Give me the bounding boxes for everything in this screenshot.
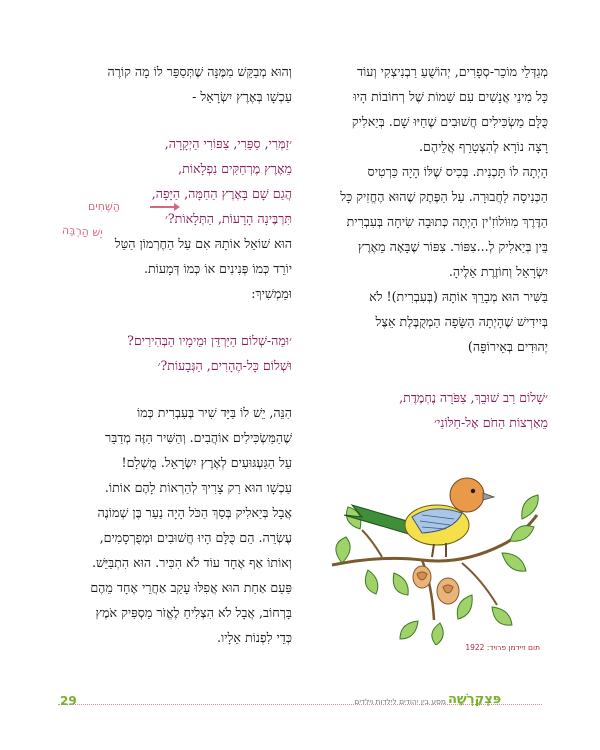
spacer bbox=[62, 306, 292, 328]
footer-title: פִּצְקָרְשָׁה bbox=[448, 692, 502, 707]
text-line: יְהוּדִים בְּאֵירוֹפָּה) bbox=[467, 339, 548, 354]
text-line: כֻּלָּם מַשְׂכִּילִים חֲשׁוּבִים שֶׁחַיּוּ שָׁם. בְּיַאלִיק bbox=[351, 114, 548, 129]
text-line: הַכְּנִיסָה לַחֲבוּרָה. עַל הַפֶּתֶק שֶׁהוּא הֶחֱזִיק כָּל bbox=[340, 189, 548, 204]
poem-line: הֲגַם שָׁם בָּאֶרֶץ הַחַמָּה, הַיָּפָה, bbox=[151, 186, 292, 201]
illustration-caption: תום זיידמן פרויד: 1922 bbox=[465, 643, 540, 652]
text-line: וּמַמְשִׁיךְ: bbox=[251, 286, 292, 301]
text-line: עַכְשָׁו בְּאֶרֶץ יִשְׂרָאֵל - bbox=[192, 89, 292, 104]
text-line: עֶשְׂרֵה. הֵם כֻּלָּם הָיוּ חֲשׁוּבִים וּמְפֻרְסָמִים, bbox=[99, 530, 292, 545]
poem-line: תִּרְבֶּינָה הָרָעוֹת, הַתְּלָאוֹת?׳ bbox=[165, 211, 292, 226]
poem-line: וּשְׁלוֹם כָּל-הֶהָרִים, הַגְּבָעוֹת?׳ bbox=[157, 358, 292, 373]
spacer bbox=[62, 378, 292, 400]
text-line: אֲבָל בְּיַאלִיק בְּסַךְ הַכֹּל הָיָה נַעַר בֶּן שְׁמוֹנֶה bbox=[97, 505, 292, 520]
text-line: פַּעַם אַחַת הוּא אֲפִלּוּ עָקַב אַחֲרֵי אֶחָד מֵהֶם bbox=[90, 580, 292, 595]
arrow-icon bbox=[150, 206, 176, 208]
poem-line: מֵאַרְצוֹת הַחֹם אֶל-חַלּוֹנִי׳ bbox=[434, 415, 548, 430]
bird-icon bbox=[344, 478, 494, 557]
text-line: וְאוֹתוֹ אַף אֶחָד עוֹד לֹא הִכִּיר. הוּא הִתְבַּיֵּשׁ. bbox=[91, 555, 292, 570]
poem-line: ׳שָׁלוֹם רַב שׁוּבֵךְ, צִפֹּרָה נֶחְמֶדֶת, bbox=[399, 390, 548, 405]
text-line: בֵּין בְּיַאלִיק לְ...צִפּוֹר. צִפּוֹר שֶׁבָּאָה מֵאֶרֶץ bbox=[357, 239, 548, 254]
page-number: 29 bbox=[60, 694, 77, 708]
text-line: הוּא שׁוֹאֵל אוֹתָהּ אִם עַל הַחֶרְמוֹן הַטַּל bbox=[114, 236, 292, 251]
text-line: עַל הַגַּעְגּוּעִים לְאֶרֶץ יִשְׂרָאֵל. מֻשְׁלָם! bbox=[121, 455, 292, 470]
poem-line: מֵאֶרֶץ מֶרְחַקִּים נִפְלָאוֹת, bbox=[178, 161, 292, 176]
spacer bbox=[62, 109, 292, 131]
bird-illustration bbox=[322, 445, 542, 645]
footer-subtitle: מסע בין יהודים לילדות וילדים bbox=[354, 697, 446, 706]
spacer bbox=[318, 359, 548, 385]
text-line: שֶׁהַמַּשְׂכִּילִים אוֹהֲבִים. וְהַשִּׁיר הַזֶּה מְדַבֵּר bbox=[105, 430, 292, 445]
text-line: בַּשִּׁיר הוּא מְבָרֵךְ אוֹתָהּ (בְּעִבְרִית)! לֹא bbox=[369, 289, 548, 304]
text-line: כָּל מִינֵי אֲנָשִׁים עִם שֵׁמוֹת שֶׁל רְחוֹבוֹת הָיוּ bbox=[353, 89, 548, 104]
text-line: הִנֵּה, יֵשׁ לוֹ בַּיָּד שִׁיר בְּעִבְרִית כְּמוֹ bbox=[136, 405, 292, 420]
left-column bbox=[62, 59, 292, 650]
text-line: רָצָה נוֹרָא לְהִצְטָרֵף אֲלֵיהֶם. bbox=[418, 139, 548, 154]
text-line: עַכְשָׁו הוּא רַק צָרִיךְ לְהַרְאוֹת לָהֶם אוֹתוֹ. bbox=[104, 480, 292, 495]
text-line: הַדֶּרֶךְ מִוּוֹלוֹזִ'ין הָיְתָה כְּתוּבָה שִׂיחָה בְּעִבְרִית bbox=[346, 214, 548, 229]
poem-line: ׳וּמַה-שְׁלוֹם הַיַּרְדֵּן וּמֵימָיו הַבְּהִירִים? bbox=[127, 333, 292, 348]
text-line: בְּיִידִישׁ שֶׁהָיְתָה הַשָּׂפָה הַמְקֻבֶּלֶת אֵצֶל bbox=[375, 314, 548, 329]
handwritten-note: הַשֶּׁחִים bbox=[88, 200, 120, 213]
text-line: הָיְתָה לוֹ תָּכְנִית. בְּכִיס שֶׁלּוֹ הָיָה כַּרְטִיס bbox=[367, 164, 548, 179]
handwritten-note: יֵשׁ הַרְבֵּה bbox=[61, 223, 104, 240]
poem-line: ׳זַמְּרִי, סַפֵּרִי, צִפּוֹרִי הַיְקָרָה, bbox=[164, 136, 292, 151]
text-line: מְגַדְּלֵי מוֹכֵר-סְפָרִים, יְהוֹשֻׁעַ רַבְנִיצְקִי וְעוֹד bbox=[356, 64, 548, 79]
text-line: בָּרְחוֹב, אֲבָל לֹא הִצְלִיחַ לֶאֱזֹר מַסְפִּיק אֹמֶץ bbox=[95, 605, 292, 620]
flower-icon bbox=[413, 566, 459, 604]
right-column bbox=[318, 59, 548, 435]
text-line: יִשְׂרָאֵל וְחוֹזֶרֶת אֵלֶיהָ. bbox=[448, 264, 548, 279]
text-line: וְהוּא מְבַקֵּשׁ מִמֶּנָּה שֶׁתְּסַפֵּר לוֹ מָה קוֹרֶה bbox=[107, 64, 292, 79]
text-line: כְּדֵי לִפְנוֹת אֵלָיו. bbox=[217, 630, 292, 645]
text-line: יוֹרֵד כְּמוֹ פְּנִינִים אוֹ כְּמוֹ דְּמָעוֹת. bbox=[143, 261, 292, 276]
